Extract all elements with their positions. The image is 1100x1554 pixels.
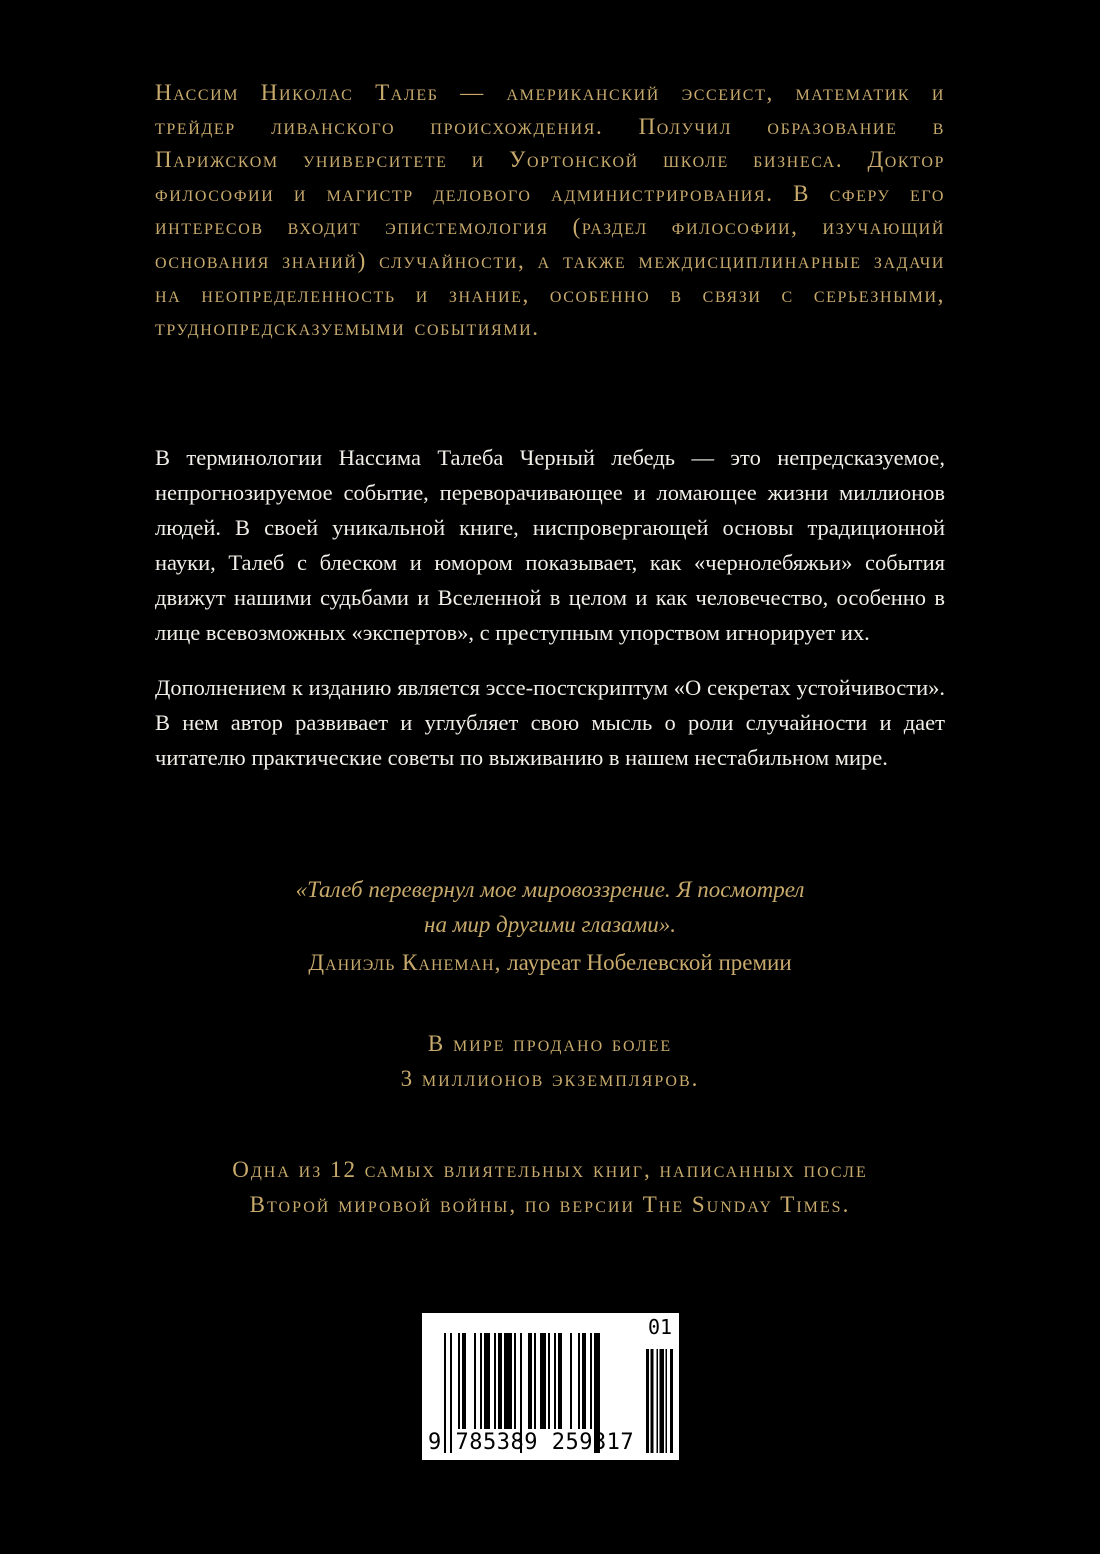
description-paragraph-1: В терминологии Нассима Талеба Черный лебедь — это непредсказуемое, непрогнозируемое событие, переворачивающее и ломающее жизни миллионов людей. В своей уникальной книге, ниспровергающей основы традиционной науки, Талеб с блеском и юмором показывает, как «чернолебяжьи» события движут нашими судьбами и Вселенной в целом и как человечество, особенно в лице всевозможных «экспертов», с преступным упорством игнорирует их. (155, 445, 945, 645)
barcode-bar (554, 1333, 556, 1429)
barcode-addon-bar (646, 1349, 649, 1453)
barcode-bar (498, 1333, 502, 1429)
barcode-addon-bar (670, 1349, 673, 1453)
quote-author-title: лауреат Нобелевской премии (501, 950, 792, 975)
quote-line-2: на мир другими глазами». (424, 912, 676, 937)
sales-line-1: В мире продано более (427, 1031, 673, 1056)
barcode-addon-bar (651, 1349, 654, 1453)
barcode-bar (590, 1333, 592, 1429)
barcode-bar (558, 1333, 562, 1429)
barcode-digits: 9 785389 259317 (428, 1430, 635, 1455)
review-quote (0, 872, 1100, 942)
quote-attribution (0, 946, 1100, 980)
book-description (155, 440, 945, 795)
barcode-bar (528, 1333, 532, 1429)
description-paragraph-2: Дополнением к изданию является эссе-постскриптум «О секретах устойчивости». В нем автор развивает и углубляет свою мысль о роли случайности и дает читателю практические советы по выживанию в нашем нестабильном мире. (155, 675, 945, 770)
ranking-note (0, 1152, 1100, 1222)
barcode-bar (480, 1333, 482, 1429)
barcode-bar (578, 1333, 580, 1429)
barcode-bar (458, 1333, 460, 1429)
barcode-bar (474, 1333, 476, 1429)
barcode-bar (514, 1333, 516, 1429)
about-author-paragraph: Нассим Николас Талеб — американский эссеист, математик и трейдер ливанского происхождения. Получил образование в Парижском университете и Уортонской школе бизнеса. Доктор философии и магистр делового администрирования. В сферу его интересов входит эпистемология (раздел философии, изучающий основания знаний) случайности, а также междисциплинарные задачи на неопределенность и знание, особенно в связи с серьезными, труднопредсказуемыми событиями. (155, 80, 945, 341)
barcode-addon-bar (666, 1349, 668, 1453)
barcode-addon-bar (660, 1349, 665, 1453)
ranking-line-2: Второй мировой войны, по версии The Sunday Times. (249, 1192, 851, 1217)
barcode-bar (540, 1333, 546, 1429)
barcode-addon-digits: 01 (648, 1315, 673, 1339)
isbn-barcode (422, 1313, 679, 1460)
barcode-bar (570, 1333, 572, 1429)
ranking-line-1: Одна из 12 самых влиятельных книг, написанных после (232, 1157, 868, 1182)
sales-line-2: 3 миллионов экземпляров. (400, 1066, 700, 1091)
quote-author: Даниэль Канеман, (308, 950, 502, 975)
sales-note (0, 1026, 1100, 1096)
barcode-bar (582, 1333, 586, 1429)
quote-line-1: «Талеб перевернул мое мировоззрение. Я посмотрел (295, 877, 805, 902)
barcode-bar (504, 1333, 512, 1429)
barcode-bar (462, 1333, 466, 1429)
barcode-bar (548, 1333, 550, 1429)
barcode-addon-bar (657, 1349, 659, 1453)
barcode-bar (534, 1333, 536, 1429)
barcode-bar (494, 1333, 496, 1429)
barcode-bar (484, 1333, 490, 1429)
